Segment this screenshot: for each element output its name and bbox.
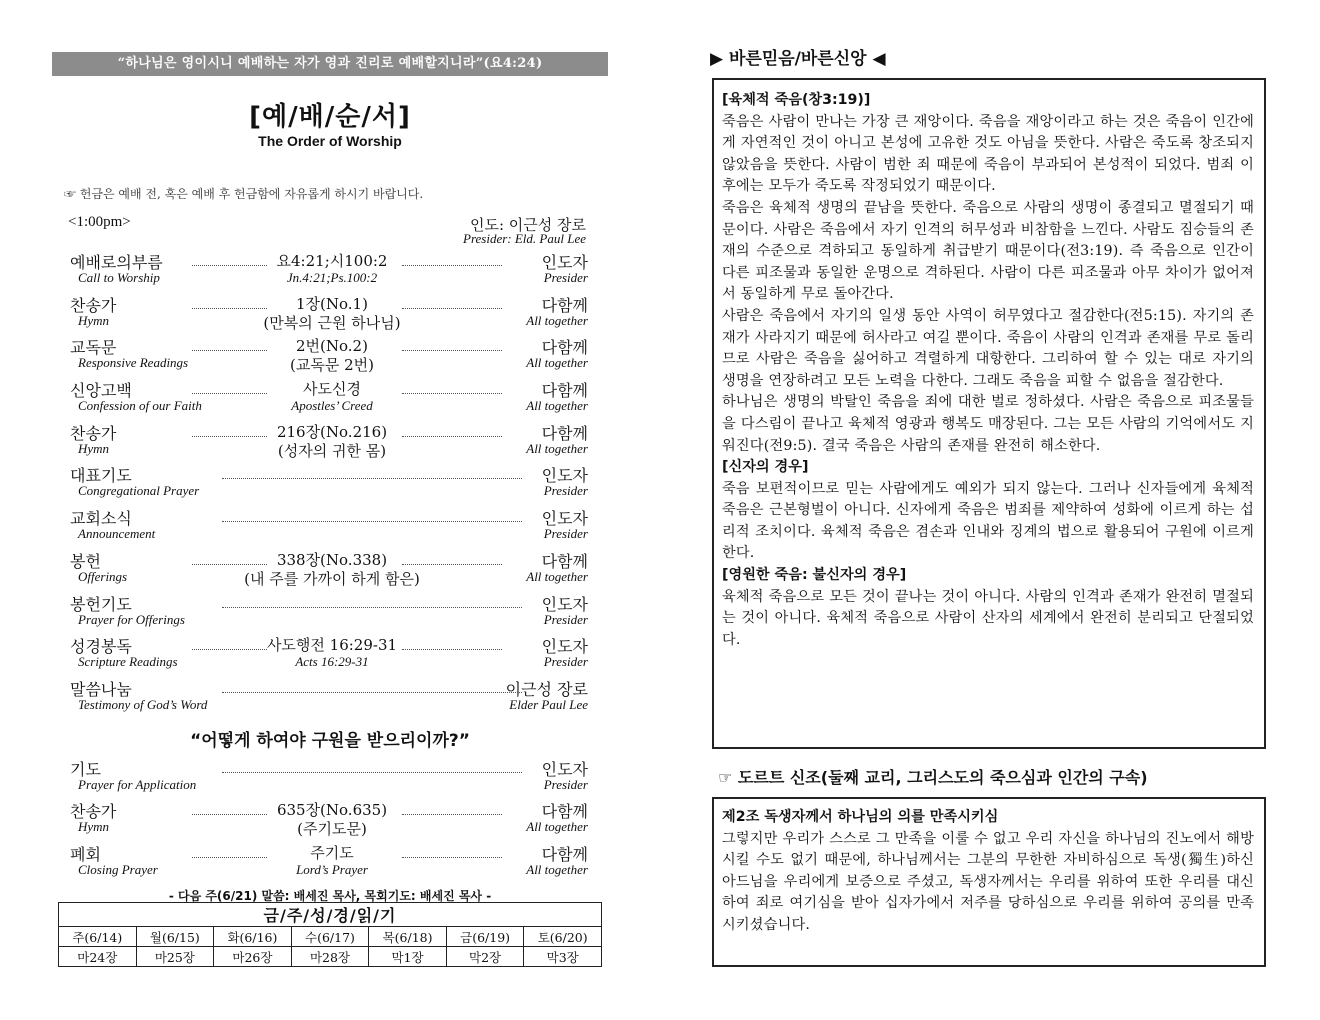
item-name: 찬송가 bbox=[70, 423, 117, 443]
item-detail: 요4:21;시100:2 bbox=[276, 252, 388, 270]
dotted-leader bbox=[222, 607, 522, 608]
order-item bbox=[52, 378, 608, 421]
reading-chapter: 막2장 bbox=[446, 947, 524, 967]
reading-day: 주(6/14) bbox=[59, 927, 137, 947]
order-item bbox=[52, 634, 608, 677]
item-detail: 2번(No.2) bbox=[296, 337, 368, 356]
item-leader: 인도자 bbox=[541, 466, 588, 486]
dotted-leader bbox=[402, 350, 502, 351]
dort-box bbox=[712, 797, 1266, 967]
order-item bbox=[52, 592, 608, 635]
dotted-leader bbox=[402, 393, 502, 394]
reading-days-row bbox=[59, 927, 602, 947]
item-leader-en: Presider bbox=[543, 611, 588, 627]
item-leader-en: Presider bbox=[543, 526, 588, 542]
next-week-note: - 다음 주(6/21) 말씀: 배세진 목사, 목회기도: 배세진 목사 - bbox=[168, 888, 492, 903]
item-leader-en: Presider bbox=[543, 776, 588, 792]
item-detail: 635장(No.635) bbox=[276, 801, 388, 820]
worship-order-panel bbox=[52, 52, 608, 904]
offering-note: ☞ 헌금은 예배 전, 혹은 예배 후 헌금함에 자유롭게 하시기 바랍니다. bbox=[64, 187, 424, 201]
item-name: 찬송가 bbox=[70, 802, 117, 822]
reading-chapter: 마28장 bbox=[291, 947, 369, 967]
dotted-leader bbox=[222, 772, 522, 773]
order-list bbox=[52, 250, 608, 720]
item-leader-en: Presider bbox=[543, 654, 588, 670]
reading-day: 수(6/17) bbox=[291, 927, 369, 947]
item-name: 교회소식 bbox=[70, 509, 132, 529]
order-item bbox=[52, 293, 608, 336]
item-name: 대표기도 bbox=[70, 466, 132, 486]
paragraph: 하나님은 생명의 박탈인 죽음을 죄에 대한 벌로 정하셨다. 사람은 죽음으로 피조물들을 다스림이 끝나고 육체적 영광과 행복도 매장된다. 그는 모든 사람의 기억에서도 지워진다(전9:5). 결국 죽음은 사람의 존재를 완전히 해소한다. bbox=[722, 394, 1254, 454]
reading-day: 금(6/19) bbox=[446, 927, 524, 947]
item-name-en: Call to Worship bbox=[78, 270, 160, 285]
reading-chapter: 마24장 bbox=[59, 947, 137, 967]
item-leader-en: All together bbox=[526, 861, 588, 877]
item-name-en: Responsive Readings bbox=[78, 355, 189, 371]
item-title: (교독문 2번) bbox=[290, 356, 374, 375]
dort-heading: ☞ 도르트 신조(둘째 교리, 그리스도의 죽으심과 인간의 구속) bbox=[718, 768, 1148, 787]
weekly-reading-table bbox=[58, 902, 602, 967]
item-detail: 1장(No.1) bbox=[296, 294, 368, 313]
box-heading-believer: [신자의 경우] bbox=[722, 459, 809, 476]
item-name-en: Testimony of God’s Word bbox=[78, 696, 208, 712]
dotted-leader bbox=[402, 649, 502, 650]
item-leader: 다함께 bbox=[541, 844, 588, 864]
item-name: 말씀나눔 bbox=[70, 679, 132, 699]
item-leader-en: All together bbox=[526, 819, 588, 835]
reading-chapters-row bbox=[59, 947, 602, 967]
doctrine-box bbox=[712, 78, 1266, 749]
order-item bbox=[52, 506, 608, 549]
item-leader: 인도자 bbox=[541, 253, 588, 272]
reading-day: 화(6/16) bbox=[214, 927, 292, 947]
dotted-leader bbox=[192, 814, 267, 815]
item-leader: 다함께 bbox=[541, 338, 588, 358]
dotted-leader bbox=[222, 521, 522, 522]
reading-day: 토(6/20) bbox=[524, 927, 602, 947]
item-name: 기도 bbox=[70, 759, 101, 779]
order-item bbox=[52, 549, 608, 592]
box-heading-eternal-death: [영원한 죽음: 불신자의 경우] bbox=[722, 567, 907, 584]
item-detail: 사도행전 16:29-31 bbox=[266, 636, 398, 655]
item-detail: 216장(No.216) bbox=[276, 422, 388, 441]
item-name-en: Closing Prayer bbox=[78, 861, 158, 877]
item-name-en: Hymn bbox=[78, 440, 110, 456]
item-detail: 사도신경 bbox=[303, 380, 361, 399]
order-item bbox=[52, 757, 608, 800]
time-row bbox=[52, 214, 608, 250]
item-name-en: Hymn bbox=[78, 312, 110, 328]
reading-day: 목(6/18) bbox=[369, 927, 447, 947]
reading-chapter: 마26장 bbox=[214, 947, 292, 967]
dotted-leader bbox=[192, 265, 267, 266]
item-name: 성경봉독 bbox=[70, 637, 132, 657]
item-name: 봉헌 bbox=[70, 551, 101, 571]
dotted-leader bbox=[402, 436, 502, 437]
dotted-leader bbox=[192, 649, 267, 650]
dotted-leader bbox=[222, 478, 522, 479]
item-name-en: Announcement bbox=[78, 526, 156, 542]
item-leader: 다함께 bbox=[541, 423, 588, 443]
item-leader: 다함께 bbox=[541, 381, 588, 401]
item-leader: 인도자 bbox=[541, 637, 588, 657]
item-leader: 인도자 bbox=[541, 594, 588, 614]
reading-title: 금/주/성/경/읽/기 bbox=[59, 903, 602, 927]
reading-chapter: 마25장 bbox=[136, 947, 214, 967]
reading-chapter: 막1장 bbox=[369, 947, 447, 967]
item-leader: 이근성 장로 bbox=[505, 679, 588, 699]
dotted-leader bbox=[192, 393, 267, 394]
item-title: (성자의 귀한 몸) bbox=[277, 441, 387, 460]
item-title: (내 주를 가까이 하게 함은) bbox=[244, 569, 420, 588]
item-name-en: Prayer for Application bbox=[78, 776, 197, 792]
item-leader: 다함께 bbox=[541, 295, 588, 315]
service-time: <1:00pm> bbox=[68, 214, 131, 230]
dotted-leader bbox=[402, 814, 502, 815]
item-name-en: Offerings bbox=[78, 568, 128, 584]
order-item bbox=[52, 463, 608, 506]
item-leader: 다함께 bbox=[541, 551, 588, 571]
item-title: (주기도문) bbox=[297, 820, 367, 839]
item-name-en: Congregational Prayer bbox=[78, 483, 200, 499]
box-heading-physical-death: [육체적 죽음(창3:19)] bbox=[722, 92, 871, 108]
item-name-en: Scripture Readings bbox=[78, 654, 178, 670]
order-item bbox=[52, 799, 608, 842]
item-name-en: Prayer for Offerings bbox=[78, 611, 185, 627]
dotted-leader bbox=[402, 857, 502, 858]
item-leader-en: Presider bbox=[543, 483, 588, 499]
section-heading: ▶ 바른믿음/바른신앙 ◀ bbox=[710, 49, 886, 69]
scripture-banner: “하나님은 영이시니 예배하는 자가 영과 진리로 예배할지니라”(요4:24) bbox=[52, 52, 608, 76]
item-leader: 다함께 bbox=[541, 802, 588, 822]
item-name: 예배로의부름 bbox=[70, 253, 163, 272]
item-detail: 주기도 bbox=[310, 843, 354, 862]
item-title: (만복의 근원 하나님) bbox=[263, 313, 401, 332]
item-detail-en: Apostles’ Creed bbox=[291, 398, 373, 414]
item-leader-en: All together bbox=[526, 440, 588, 456]
item-name-en: Confession of our Faith bbox=[78, 398, 202, 414]
item-leader-en: All together bbox=[526, 568, 588, 584]
item-name: 봉헌기도 bbox=[70, 594, 132, 614]
dotted-leader bbox=[192, 308, 267, 309]
dort-article-text: 그렇지만 우리가 스스로 그 만족을 이룰 수 없고 우리 자신을 하나님의 진노에서 해방시킬 수도 없기 때문에, 하나님께서는 그분의 무한한 자비하심으로 독생(獨生)하신 아드님을 우리에게 보증으로 주셨고, 독생자께서는 우리를 위하여 또한 우리를 대신하여 죄로 여기심을 받아 십자가에서 저주를 당하심으로 우리를 위하여 공의를 만족시키셨습니다. bbox=[722, 830, 1254, 933]
item-detail: 338장(No.338) bbox=[276, 550, 388, 569]
order-item bbox=[52, 677, 608, 720]
presider-en: Presider: Eld. Paul Lee bbox=[463, 231, 586, 246]
item-leader: 인도자 bbox=[541, 759, 588, 779]
reading-chapter: 막3장 bbox=[524, 947, 602, 967]
paragraph: 죽음은 사람이 만나는 가장 큰 재앙이다. 죽음을 재앙이라고 하는 것은 죽음이 인간에게 자연적인 것이 아니고 본성에 고유한 것도 아님을 뜻한다. 사람은 죽도록 창조되지 않았음을 뜻한다. 사람이 범한 죄 때문에 죽음이 부과되어 본성적이 되었다. 범죄 이후에는 모두가 죽도록 작정되었기 때문이다. bbox=[722, 113, 1254, 195]
item-name-en: Hymn bbox=[78, 819, 110, 835]
item-detail-en: Acts 16:29-31 bbox=[295, 654, 369, 670]
dotted-leader bbox=[192, 857, 267, 858]
dort-article-title: 제2조 독생자께서 하나님의 의를 만족시키심 bbox=[722, 809, 999, 825]
item-leader-en: All together bbox=[526, 355, 588, 371]
paragraph: 죽음 보편적이므로 믿는 사람에게도 예외가 되지 않는다. 그러나 신자들에게 육체적 죽음은 근본형벌이 아니다. 신자에게 죽음은 범죄를 제약하여 성화에 이르게 하는 섭리적 조치이다. 육체적 죽음은 겸손과 인내와 징계의 법으로 활용되어 구원에 이르게 한다. bbox=[722, 480, 1254, 562]
paragraph: 사람은 죽음에서 자기의 일생 동안 사역이 허무였다고 절감한다(전5:15). 자기의 존재가 사라지기 때문에 허사라고 여길 뿐이다. 죽음이 사람의 인격과 존재를 무로 돌리므로 사람은 죽음을 싫어하고 격렬하게 대항한다. 그리하여 할 수 있는 대로 자기의 생명을 연장하려고 모든 노력을 다한다. 그래도 죽음을 피할 수 없음을 절감한다. bbox=[722, 307, 1254, 389]
dotted-leader bbox=[222, 692, 522, 693]
paragraph: 죽음은 육체적 생명의 끝남을 뜻한다. 죽음으로 사람의 생명이 종결되고 멸절되기 때문이다. 사람은 죽음에서 자기 인격의 허무성과 비참함을 느낀다. 사람도 짐승들의 존재의 수준으로 격하되고 동일하게 취급받기 때문이다(전3:19). 즉 죽음으로 인간이 다른 피조물과 동일한 운명으로 격하된다. 사람이 다른 피조물과 아무 차이가 없어져서 동일하게 무로 돌아간다. bbox=[722, 199, 1254, 303]
order-item bbox=[52, 842, 608, 885]
sermon-question: “어떻게 하여야 구원을 받으리이까?” bbox=[190, 730, 470, 751]
order-item bbox=[52, 335, 608, 378]
item-leader: 인도자 bbox=[541, 509, 588, 529]
dotted-leader bbox=[192, 350, 267, 351]
item-leader-en: Elder Paul Lee bbox=[509, 696, 588, 712]
item-name: 신앙고백 bbox=[70, 381, 132, 401]
order-item bbox=[52, 250, 608, 293]
dotted-leader bbox=[192, 436, 267, 437]
order-item bbox=[52, 421, 608, 464]
dotted-leader bbox=[402, 564, 502, 565]
presider: 인도: 이근성 장로 bbox=[469, 216, 586, 234]
dotted-leader bbox=[192, 564, 267, 565]
dotted-leader bbox=[402, 308, 502, 309]
page-subtitle: The Order of Worship bbox=[258, 133, 402, 149]
paragraph: 육체적 죽음으로 모든 것이 끝나는 것이 아니다. 사람의 인격과 존재가 완전히 멸절되는 것이 아니다. 육체적 죽음으로 사람이 산자의 세계에서 완전히 분리되고 단절되었다. bbox=[722, 588, 1254, 648]
order-list-after bbox=[52, 757, 608, 885]
item-name: 교독문 bbox=[70, 338, 117, 358]
item-leader-en: All together bbox=[526, 398, 588, 414]
item-detail-en: Lord’s Prayer bbox=[296, 861, 368, 877]
dotted-leader bbox=[402, 265, 502, 266]
item-leader-en: Presider bbox=[543, 270, 588, 285]
item-detail-en: Jn.4:21;Ps.100:2 bbox=[286, 270, 378, 285]
page-title: [예/배/순/서] bbox=[249, 102, 411, 132]
reading-day: 월(6/15) bbox=[136, 927, 214, 947]
item-name: 폐회 bbox=[70, 844, 101, 864]
item-leader-en: All together bbox=[526, 312, 588, 328]
item-name: 찬송가 bbox=[70, 295, 117, 315]
